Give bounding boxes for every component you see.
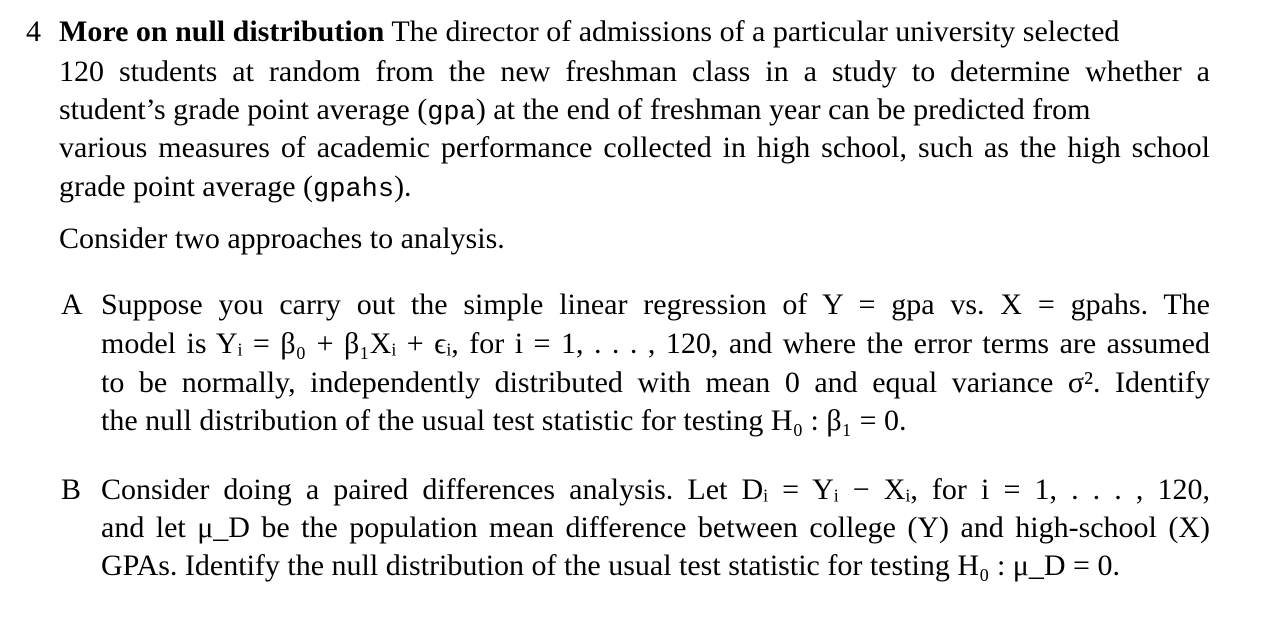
part-b-label: B (61, 473, 82, 506)
part-b-line-1: Consider doing a paired differences analysis. Let Dᵢ = Yᵢ − Xᵢ, for i = 1, . . . , 120, (101, 473, 1210, 506)
intro-text-5b: ). (394, 170, 412, 203)
intro-text-1: The director of admissions of a particular university selected (391, 15, 1120, 48)
intro-text-5a: grade point average ( (59, 170, 314, 203)
part-b-line-3: GPAs. Identify the null distribution of the usual test statistic for testing H₀ : μ_D = 0. (101, 549, 1120, 582)
problem-number: 4 (26, 15, 41, 48)
problem-title: More on null distribution (59, 15, 385, 48)
intro-text-3a: student’s grade point average ( (59, 93, 428, 126)
part-a-line-1: Suppose you carry out the simple linear regression of Y = gpa vs. X = gpahs. The (101, 288, 1210, 321)
intro-line-4: various measures of academic performance collected in high school, such as the high school (59, 131, 1210, 164)
intro-line-5 (59, 169, 412, 208)
part-b-line-2: and let μ_D be the population mean difference between college (Y) and high-school (X) (101, 511, 1210, 544)
consider-text: Consider two approaches to analysis. (59, 222, 505, 255)
part-a-line-4: the null distribution of the usual test statistic for testing H₀ : β₁ = 0. (101, 404, 907, 437)
var-gpa: gpa (427, 98, 476, 128)
intro-line-2: 120 students at random from the new freshman class in a study to determine whether a (59, 55, 1210, 88)
part-a-line-3: to be normally, independently distributed with mean 0 and equal variance σ². Identify (101, 366, 1210, 399)
intro-line-3 (59, 92, 1091, 131)
part-a-label: A (61, 288, 83, 321)
intro-text-3b: ) at the end of freshman year can be predicted from (475, 93, 1091, 126)
part-a-line-2: model is Yᵢ = β₀ + β₁Xᵢ + ϵᵢ, for i = 1, . . . , 120, and where the error terms are assumed (101, 327, 1210, 360)
intro-line-1 (59, 14, 1119, 50)
var-gpahs: gpahs (313, 175, 395, 205)
